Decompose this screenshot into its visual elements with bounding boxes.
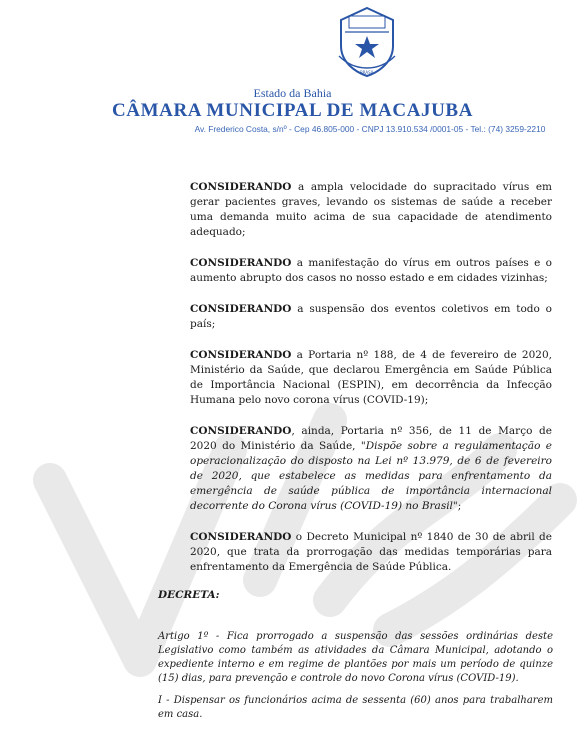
considerations-section <box>190 180 552 591</box>
article-1: Artigo 1º - Fica prorrogado a suspensão das sessões ordinárias deste Legislativo como também as atividades da Câmara Municipal, adotando o expediente interno e em regime de plantões por mais um período de quinze (15) dias, para prevenção e controle do novo Corona vírus (COVID-19). <box>158 631 553 684</box>
paragraph-quote: "Dispõe sobre a regulamentação e operacionalização do disposto na Lei nº 13.979, de 6 de fevereiro de 2020, que estabelece as medidas para enfrentamento da emergência de saúde pública de importância internacional decorrente do Corona vírus (COVID-19) no Brasil" <box>190 440 552 512</box>
paragraph-lead: CONSIDERANDO <box>190 181 292 193</box>
paragraph-lead: CONSIDERANDO <box>190 349 292 361</box>
municipal-seal-icon <box>335 6 399 78</box>
paragraph-4 <box>190 348 552 408</box>
seal-text: BRASIL <box>359 70 375 75</box>
article-item-1: I - Dispensar os funcionários acima de sessenta (60) anos para trabalharem em casa. <box>158 695 553 720</box>
paragraph-3 <box>190 302 552 332</box>
paragraph-lead: CONSIDERANDO <box>190 425 292 437</box>
paragraph-lead: CONSIDERANDO <box>190 531 292 543</box>
articles-section <box>158 630 553 730</box>
paragraph-lead: CONSIDERANDO <box>190 257 292 269</box>
paragraph-text: a ampla velocidade do supracitado vírus em gerar pacientes graves, levando os sistemas de saúde a receber uma demanda muito acima de sua capacidade de atendimento adequado; <box>190 181 552 238</box>
state-name: Estado da Bahia <box>253 86 332 100</box>
chamber-name: CÂMARA MUNICIPAL DE MACAJUBA <box>111 100 474 121</box>
paragraph-text: o Decreto Municipal nº 1840 de 30 de abril de 2020, que trata da prorrogação das medidas temporárias para enfrentamento da Emergência de Saúde Pública. <box>190 531 552 573</box>
paragraph-1 <box>190 180 552 240</box>
paragraph-6 <box>190 530 552 575</box>
paragraph-text: a manifestação do vírus em outros países e o aumento abrupto dos casos no nosso estado e em cidades vizinhas; <box>190 257 552 284</box>
paragraph-5 <box>190 424 552 514</box>
decreta-heading: DECRETA: <box>158 589 220 601</box>
paragraph-2 <box>190 256 552 286</box>
address-line: Av. Frederico Costa, s/nº - Cep 46.805-000 - CNPJ 13.910.534 /0001-05 - Tel.: (74) 3259-2210 <box>194 124 546 134</box>
paragraph-text: , ainda, Portaria nº 356, de 11 de Março de 2020 do Ministério da Saúde, <box>190 425 552 452</box>
paragraph-text: a Portaria nº 188, de 4 de fevereiro de 2020, Ministério da Saúde, que declarou Emergência em Saúde Pública de Importância Nacional (ESPIN), em decorrência da Infecção Humana pelo novo corona vírus (COVID-19); <box>190 349 552 406</box>
paragraph-text: a suspensão dos eventos coletivos em todo o país; <box>190 303 552 330</box>
paragraph-tail: ; <box>457 500 462 512</box>
paragraph-lead: CONSIDERANDO <box>190 303 292 315</box>
